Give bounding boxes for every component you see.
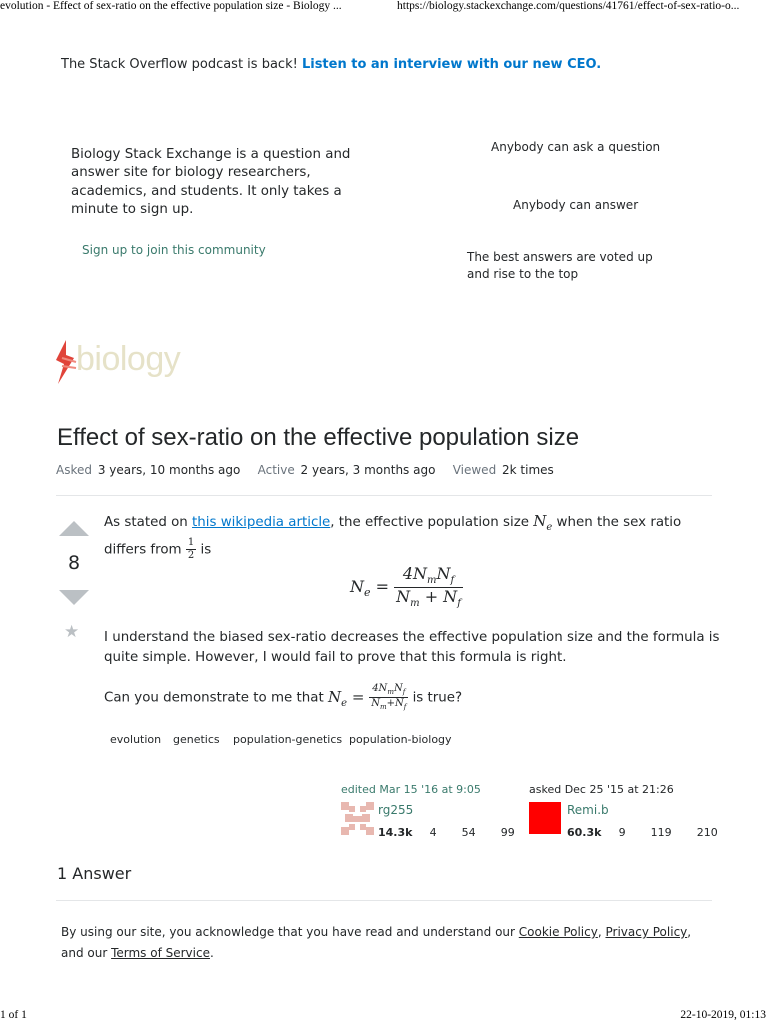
cookie-text: , and our xyxy=(61,925,692,960)
editor-avatar[interactable] xyxy=(341,802,374,835)
editor-reputation: 14.3k xyxy=(378,826,413,839)
cookie-text: By using our site, you acknowledge that you have read and understand our xyxy=(61,925,519,939)
post-text: is xyxy=(196,542,212,557)
privacy-policy-link[interactable]: Privacy Policy xyxy=(605,925,688,939)
asker-signature xyxy=(529,783,674,796)
print-header-url: https://biology.stackexchange.com/questions/41761/effect-of-sex-ratio-o... xyxy=(397,0,740,12)
answers-count: 1 Answer xyxy=(57,864,132,883)
math-half: $\frac{1}{2}$ xyxy=(187,536,195,561)
print-header-title: evolution - Effect of sex-ratio on the effective population size - Biology ... xyxy=(0,0,342,12)
asker-username[interactable]: Remi.b xyxy=(567,803,609,817)
favorite-star-icon[interactable]: ★ xyxy=(64,622,80,642)
asker-silver-badges: 119 xyxy=(650,826,672,839)
signup-link[interactable]: Sign up to join this community xyxy=(82,243,266,257)
viewed-label: Viewed xyxy=(452,463,497,477)
vote-score: 8 xyxy=(67,552,81,574)
print-footer-datetime: 22-10-2019, 01:13 xyxy=(680,1009,766,1021)
post-text: when the sex ratio differs from xyxy=(104,515,682,557)
answers-divider xyxy=(56,900,712,901)
podcast-banner xyxy=(61,57,601,72)
downvote-arrow-icon[interactable] xyxy=(59,590,89,605)
tag-population-genetics[interactable]: population-genetics xyxy=(233,733,343,746)
asker-reputation: 60.3k xyxy=(567,826,602,839)
asked-value: 3 years, 10 months ago xyxy=(97,463,241,477)
post-text: As stated on xyxy=(104,515,193,530)
cookie-text: . xyxy=(209,946,214,960)
post-text: is true? xyxy=(408,690,463,706)
upvote-arrow-icon[interactable] xyxy=(59,521,89,536)
editor-username[interactable]: rg255 xyxy=(378,803,414,817)
feature-voted: The best answers are voted up and rise to the top xyxy=(467,250,653,281)
asked-date-label: asked Dec 25 '15 at 21:26 xyxy=(529,783,674,796)
viewed-value: 2k times xyxy=(502,463,554,477)
editor-bronze-badges: 99 xyxy=(500,826,515,839)
logo-wordmark: biology xyxy=(76,340,181,378)
asker-rep-badges xyxy=(567,821,718,840)
tag-genetics[interactable]: genetics xyxy=(173,733,220,746)
question-meta xyxy=(56,463,556,477)
site-logo[interactable] xyxy=(52,338,192,388)
post-text: , the effective population size xyxy=(330,515,534,530)
cookie-notice xyxy=(61,922,711,964)
podcast-link[interactable]: Listen to an interview with our new CEO. xyxy=(301,57,602,72)
active-label: Active xyxy=(257,463,295,477)
tag-evolution[interactable]: evolution xyxy=(110,733,162,746)
asker-gold-badges: 9 xyxy=(618,826,626,839)
editor-silver-badges: 54 xyxy=(461,826,476,839)
site-intro-text: Biology Stack Exchange is a question and answer site for biology researchers, academics, and students. It only takes a minute to sign up. xyxy=(71,147,351,217)
editor-gold-badges: 4 xyxy=(429,826,437,839)
feature-ask: Anybody can ask a question xyxy=(491,140,661,154)
asker-bronze-badges: 210 xyxy=(696,826,718,839)
editor-rep-badges xyxy=(378,821,515,840)
post-text: Can you demonstrate to me that xyxy=(104,690,328,706)
math-formula-display: $N_e$ = $\frac{4N_mN_f}{N_m + N_f}$ xyxy=(350,564,461,610)
post-paragraph-1 xyxy=(104,512,724,561)
cookie-text: , xyxy=(597,925,606,939)
podcast-banner-text: The Stack Overflow podcast is back! xyxy=(61,57,298,72)
math-formula-inline: $N_e$ = $\frac{4N_mN_f}{N_m+N_f}$ xyxy=(328,683,407,711)
asker-avatar[interactable] xyxy=(529,802,561,834)
question-title[interactable]: Effect of sex-ratio on the effective population size xyxy=(57,424,580,451)
identicon-icon xyxy=(341,802,374,835)
header-divider xyxy=(56,495,712,496)
active-value[interactable]: 2 years, 3 months ago xyxy=(300,463,436,477)
post-paragraph-2: I understand the biased sex-ratio decreases the effective population size and the formula is quite simple. However, I would fail to prove that this formula is right. xyxy=(104,630,720,665)
post-paragraph-3 xyxy=(104,684,724,713)
editor-signature xyxy=(341,783,481,796)
cookie-policy-link[interactable]: Cookie Policy xyxy=(518,925,598,939)
wikipedia-link[interactable]: this wikipedia article xyxy=(192,515,331,530)
terms-of-service-link[interactable]: Terms of Service xyxy=(111,946,210,960)
print-footer-page: 1 of 1 xyxy=(0,1009,27,1021)
edited-label[interactable]: edited Mar 15 '16 at 9:05 xyxy=(341,783,481,796)
math-ne: $N_e$ xyxy=(533,512,553,533)
print-header xyxy=(0,0,768,14)
feature-answer: Anybody can answer xyxy=(513,198,639,212)
asked-label: Asked xyxy=(56,463,92,477)
tag-population-biology[interactable]: population-biology xyxy=(349,733,452,746)
